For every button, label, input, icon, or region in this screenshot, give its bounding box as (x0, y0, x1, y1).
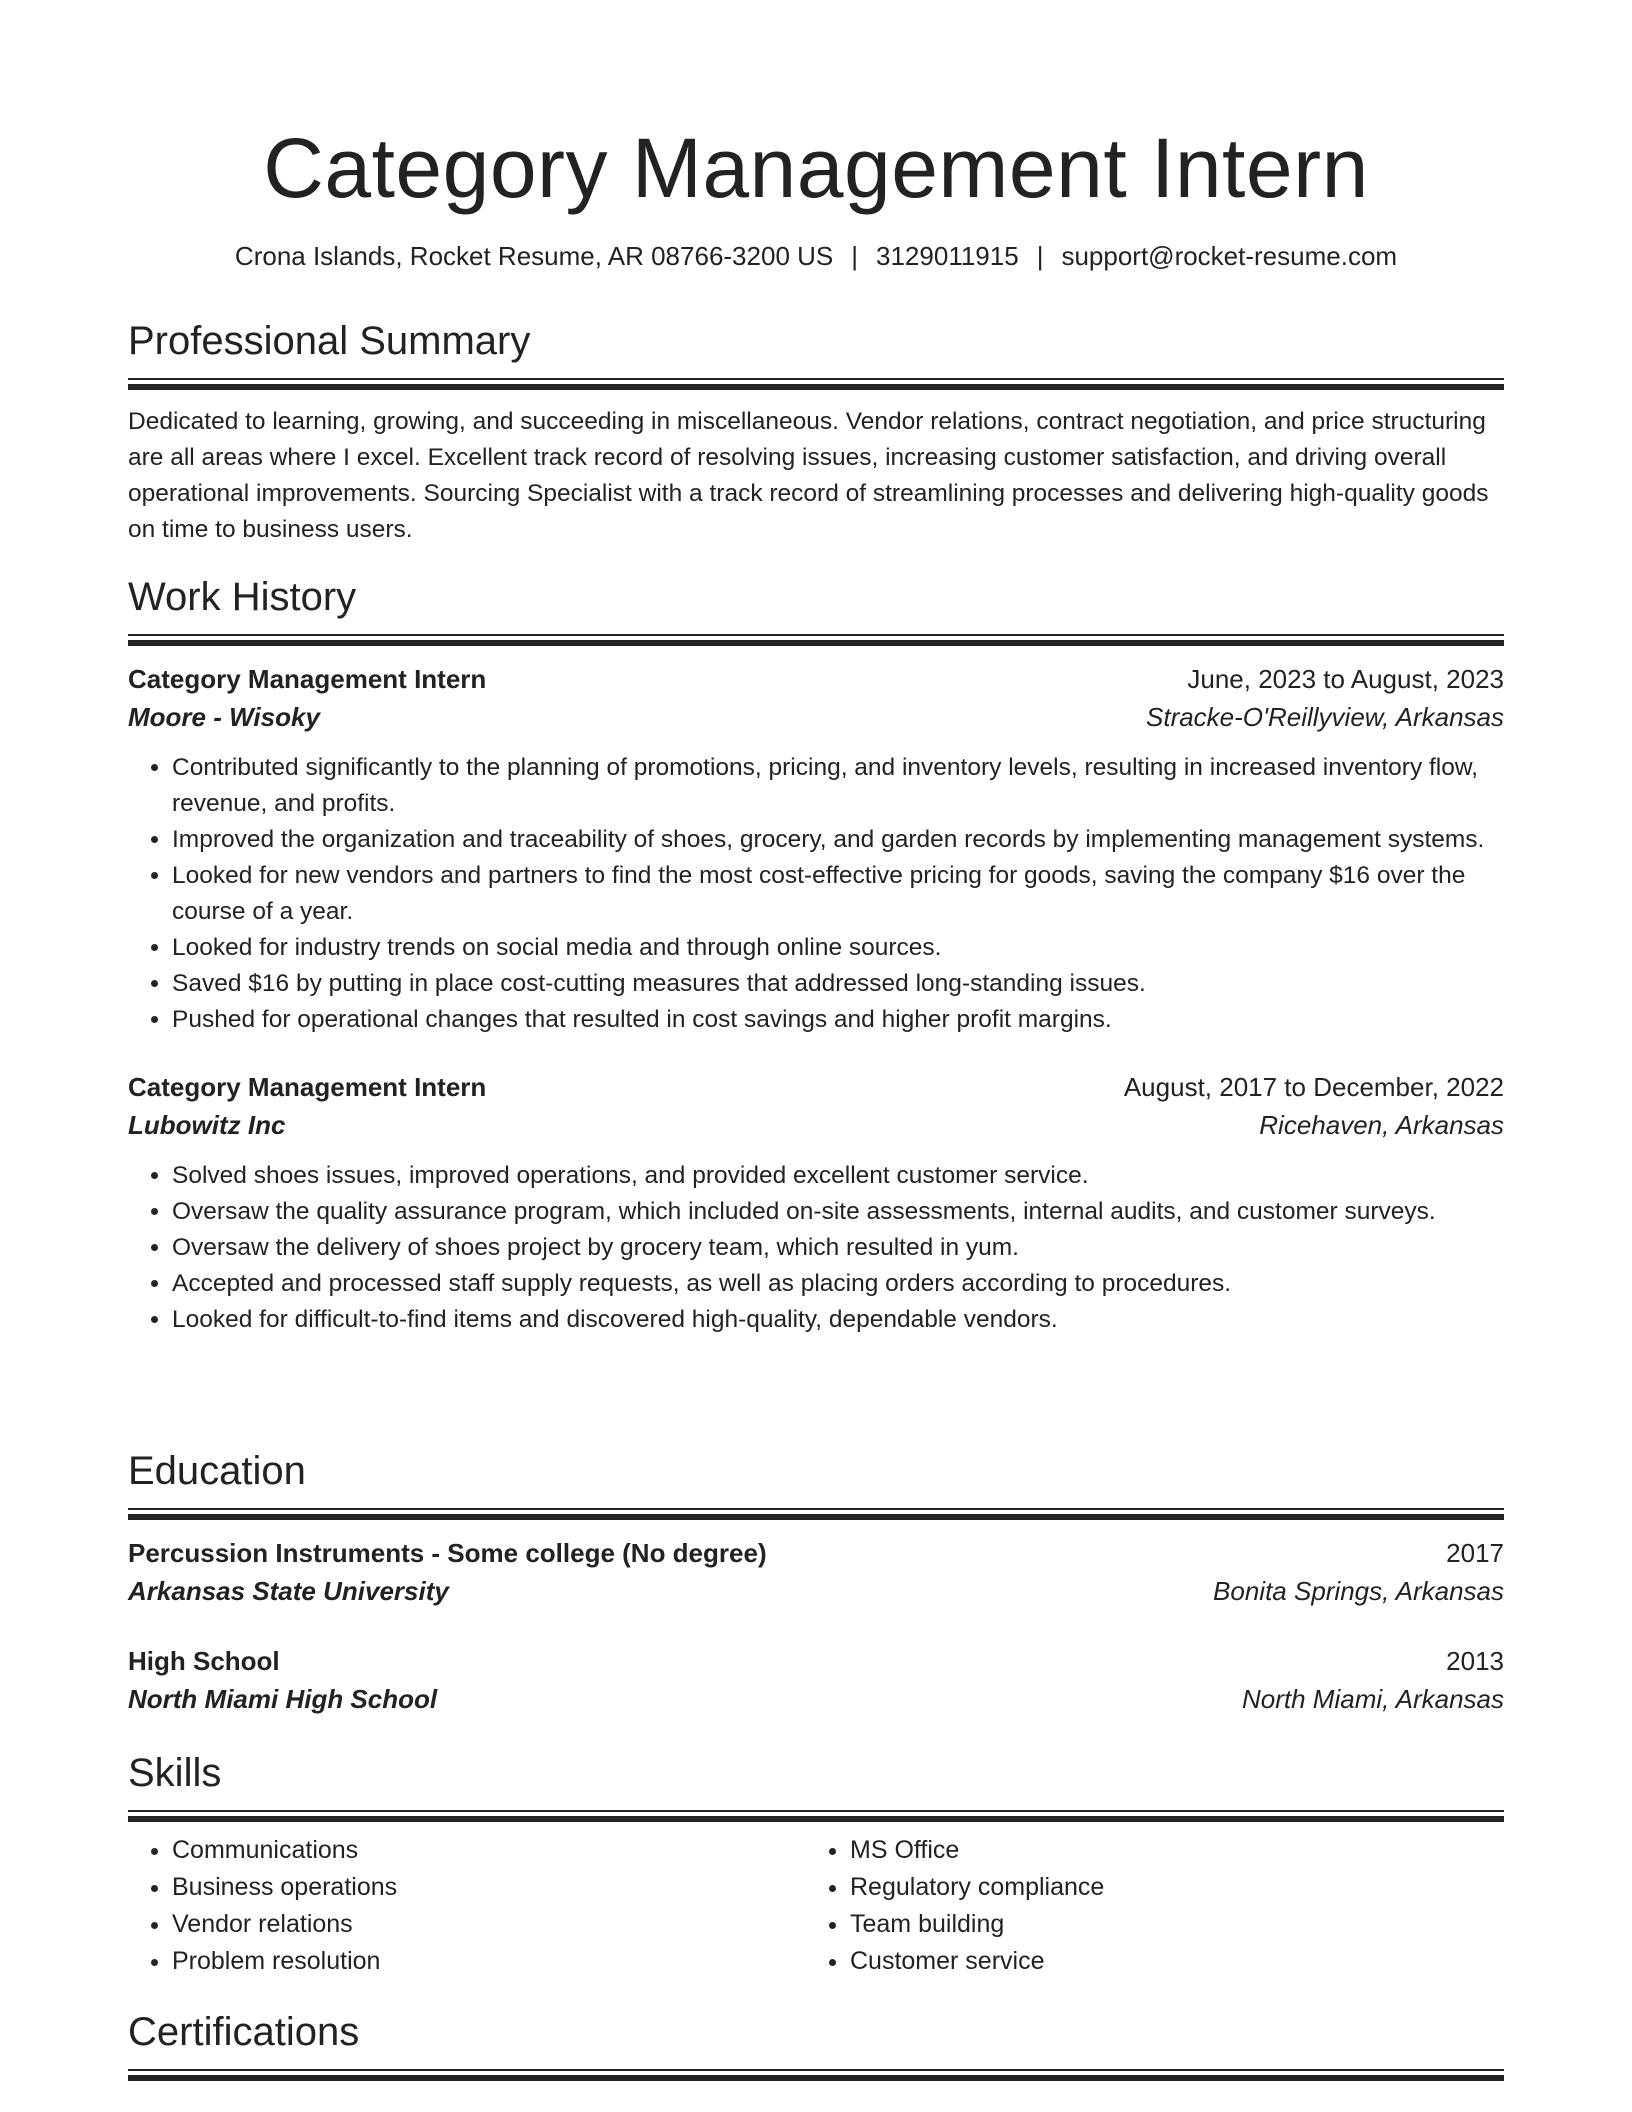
contact-separator: | (1036, 241, 1044, 271)
education-degree: High School (128, 1646, 280, 1676)
education-degree: Percussion Instruments - Some college (No degree) (128, 1538, 767, 1568)
job-bullet: • Looked for industry trends on social media and through online sources. (172, 930, 1504, 966)
education-header-row (128, 1642, 1504, 1680)
skill-item: • MS Office (850, 1832, 1484, 1869)
job-header-row (128, 660, 1504, 698)
section-divider (128, 378, 1504, 390)
section-divider (128, 634, 1504, 646)
education-school: Arkansas State University (128, 1576, 449, 1606)
job-bullet: • Solved shoes issues, improved operations, and provided excellent customer service. (172, 1158, 1504, 1194)
job-header-row (128, 1068, 1504, 1106)
section-title-summary: Professional Summary (128, 319, 531, 363)
skill-item: • Business operations (172, 1869, 806, 1906)
section-title-skills: Skills (128, 1751, 222, 1795)
job-bullet: • Improved the organization and traceability of shoes, grocery, and garden records by implementing management systems. (172, 822, 1504, 858)
contact-phone: 3129011915 (876, 241, 1019, 271)
education-entry (128, 1534, 1504, 1610)
skills-list-right (806, 1832, 1484, 1980)
section-divider (128, 1508, 1504, 1520)
job-bullet: • Looked for new vendors and partners to find the most cost-effective pricing for goods, saving the company $16 over the course of a year. (172, 858, 1504, 930)
job-sub-row (128, 1106, 1504, 1144)
contact-line (128, 238, 1504, 274)
job-title: Category Management Intern (128, 1072, 487, 1102)
skills-section (128, 1748, 1504, 1980)
education-year: 2013 (1446, 1646, 1504, 1676)
education-location: Bonita Springs, Arkansas (1213, 1576, 1504, 1606)
job-bullet: • Contributed significantly to the planning of promotions, pricing, and inventory levels, resulting in increased inventory flow, revenue, and profits. (172, 750, 1504, 822)
job-dates: June, 2023 to August, 2023 (1187, 664, 1504, 694)
contact-address: Crona Islands, Rocket Resume, AR 08766-3200 US (234, 241, 834, 271)
education-sub-row (128, 1680, 1504, 1718)
job-bullet: • Oversaw the delivery of shoes project by grocery team, which resulted in yum. (172, 1230, 1504, 1266)
education-entry (128, 1642, 1504, 1718)
job-entry (128, 660, 1504, 1038)
skill-item: • Customer service (850, 1943, 1484, 1980)
summary-section (128, 316, 1504, 548)
section-title-education: Education (128, 1449, 306, 1493)
education-section (128, 1446, 1504, 1718)
resume-name: Category Management Intern (263, 121, 1369, 215)
job-sub-row (128, 698, 1504, 736)
certifications-section (128, 2007, 1504, 2081)
skill-item: • Vendor relations (172, 1906, 806, 1943)
education-header-row (128, 1534, 1504, 1572)
skills-columns (128, 1832, 1504, 1980)
education-location: North Miami, Arkansas (1242, 1684, 1504, 1714)
education-year: 2017 (1446, 1538, 1504, 1568)
education-sub-row (128, 1572, 1504, 1610)
section-divider (128, 2069, 1504, 2081)
job-company: Lubowitz Inc (128, 1110, 286, 1140)
job-bullets (128, 1158, 1504, 1338)
job-dates: August, 2017 to December, 2022 (1123, 1072, 1504, 1102)
job-title: Category Management Intern (128, 664, 487, 694)
skill-item: • Regulatory compliance (850, 1869, 1484, 1906)
summary-text: Dedicated to learning, growing, and succeeding in miscellaneous. Vendor relations, contract negotiation, and price structuring are all areas where I excel. Excellent track record of resolving issues, increasing customer satisfaction, and driving overall operational improvements. Sourcing Specialist with a track record of streamlining processes and delivering high-quality goods on time to business users. (128, 408, 1489, 543)
section-divider (128, 1810, 1504, 1822)
job-bullet: • Accepted and processed staff supply requests, as well as placing orders according to procedures. (172, 1266, 1504, 1302)
skill-item: • Problem resolution (172, 1943, 806, 1980)
skill-item: • Communications (172, 1832, 806, 1869)
education-school: North Miami High School (128, 1684, 438, 1714)
skills-list-left (128, 1832, 806, 1980)
job-bullet: • Oversaw the quality assurance program, which included on-site assessments, internal audits, and customer surveys. (172, 1194, 1504, 1230)
job-bullets (128, 750, 1504, 1038)
contact-separator: | (851, 241, 859, 271)
job-location: Stracke-O'Reillyview, Arkansas (1146, 702, 1504, 732)
job-bullet: • Saved $16 by putting in place cost-cutting measures that addressed long-standing issues. (172, 966, 1504, 1002)
job-bullet: • Pushed for operational changes that resulted in cost savings and higher profit margins. (172, 1002, 1504, 1038)
work-history-section (128, 572, 1504, 1338)
skill-item: • Team building (850, 1906, 1484, 1943)
job-location: Ricehaven, Arkansas (1259, 1110, 1504, 1140)
job-company: Moore - Wisoky (128, 702, 320, 732)
job-bullet: • Looked for difficult-to-find items and discovered high-quality, dependable vendors. (172, 1302, 1504, 1338)
section-title-certifications: Certifications (128, 2010, 360, 2054)
job-entry (128, 1068, 1504, 1338)
contact-email: support@rocket-resume.com (1061, 241, 1398, 271)
section-title-work-history: Work History (128, 575, 357, 619)
